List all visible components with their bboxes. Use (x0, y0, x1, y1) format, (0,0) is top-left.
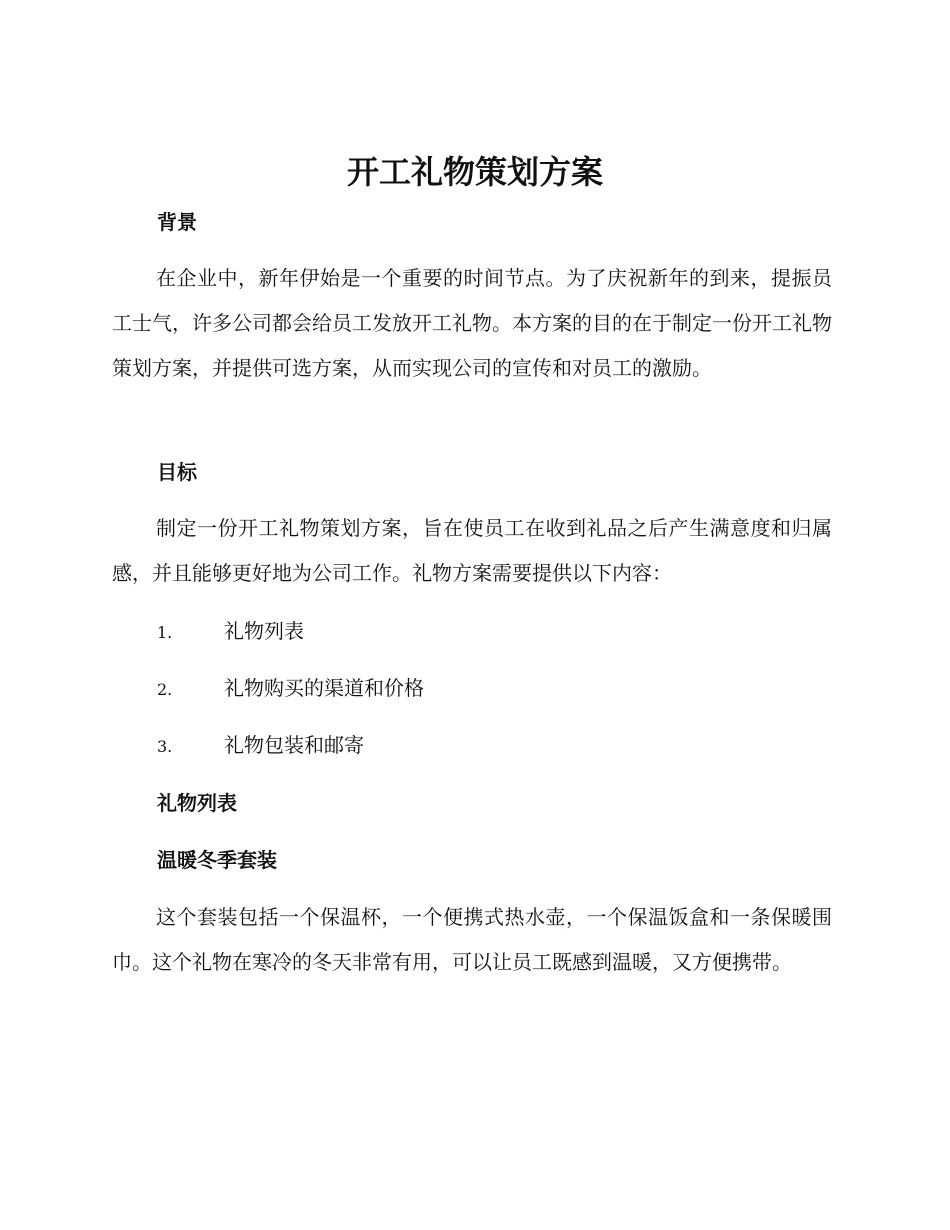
list-text: 礼物购买的渠道和价格 (224, 676, 424, 700)
list-number: 2. (157, 680, 173, 699)
list-text: 礼物包装和邮寄 (224, 733, 364, 757)
paragraph-background: 在企业中，新年伊始是一个重要的时间节点。为了庆祝新年的到来，提振员工士气，许多公司都会给员工发放开工礼物。本方案的目的在于制定一份开工礼物策划方案，并提供可选方案，从而实现公司的宣传和对员工的激励。 (112, 266, 832, 380)
list-item (157, 674, 424, 704)
section-heading-goal: 目标 (157, 460, 197, 484)
subheading-winter-set: 温暖冬季套装 (157, 848, 277, 872)
list-number: 1. (157, 623, 173, 642)
list-item (157, 731, 364, 761)
list-number: 3. (157, 737, 173, 756)
paragraph-winter-set: 这个套装包括一个保温杯，一个便携式热水壶，一个保温饭盒和一条保暖围巾。这个礼物在寒冷的冬天非常有用，可以让员工既感到温暖，又方便携带。 (112, 905, 832, 974)
list-text: 礼物列表 (224, 619, 304, 643)
page-title: 开工礼物策划方案 (346, 153, 603, 191)
paragraph-goal: 制定一份开工礼物策划方案，旨在使员工在收到礼品之后产生满意度和归属感，并且能够更好地为公司工作。礼物方案需要提供以下内容： (112, 516, 832, 585)
section-heading-background: 背景 (157, 210, 197, 234)
list-item (157, 617, 304, 647)
section-heading-gift-list: 礼物列表 (157, 791, 237, 815)
